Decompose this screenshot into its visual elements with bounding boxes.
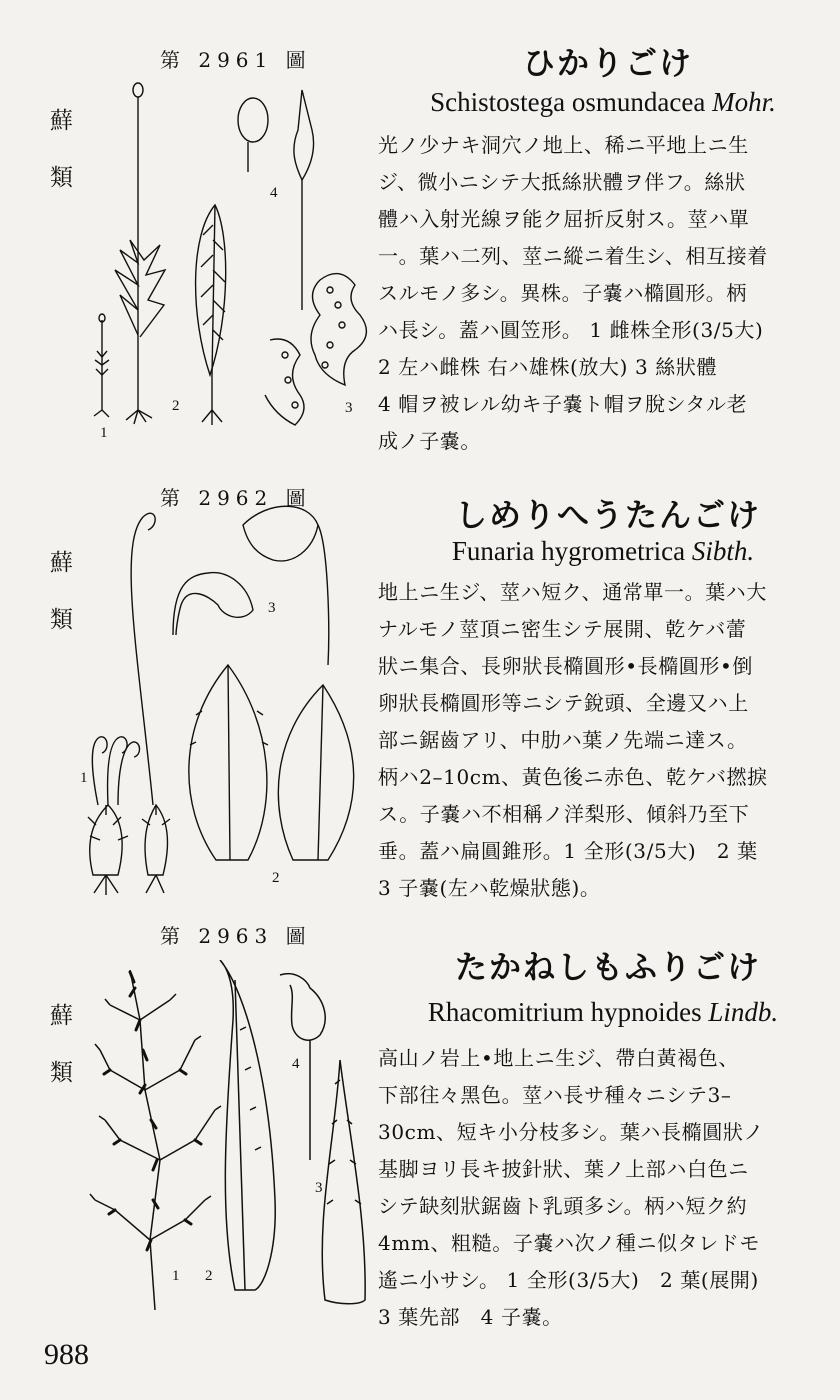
figure-label-3: 3 [345,400,353,416]
scientific-name: Rhacomitrium hypnoides Lindb. [427,997,779,1027]
entry-2963 [0,910,840,1350]
description-line: 卵狀長橢圓形等ニシテ銳頭、全邊又ハ上 [378,691,749,715]
description-line: 部ニ鋸齒アリ、中肋ハ葉ノ先端ニ達ス。 [378,728,748,752]
description-line: ハ長シ。蓋ハ圓笠形。 1 雌株全形(3/5大) [378,318,764,342]
description-line: スルモノ多シ。異株。子嚢ハ橢圓形。柄 [378,281,747,305]
author: Lindb. [708,997,779,1027]
description-line: 一。葉ハ二列、莖ニ縱ニ着生シ、相互接着 [378,244,768,268]
figure-number: 第 2962 圖 [160,486,312,510]
description-line: 2 左ハ雌株 右ハ雄株(放大) 3 絲狀體 [378,355,718,379]
figure-label-3: 3 [268,600,276,616]
japanese-name: たかねしもふりごけ [454,948,761,986]
description-line: シテ缺刻狀鋸齒ト乳頭多シ。柄ハ短ク約 [378,1194,748,1218]
japanese-name: しめりへうたんごけ [454,496,761,534]
author: Mohr. [712,87,776,117]
description-line: ナルモノ莖頂ニ密生シテ展開、乾ケバ蕾 [378,617,747,641]
description-line: 體ハ入射光線ヲ能ク屈折反射ス。莖ハ單 [378,207,750,231]
figure-number: 第 2961 圖 [160,48,312,72]
illustration-rhacomitrium [85,960,375,1315]
category-label: 蘚 類 [50,1003,73,1086]
figure-label-1: 1 [100,425,108,441]
author: Sibth. [691,536,755,566]
description-line: 下部往々黑色。莖ハ長サ種々ニシテ3– [378,1083,732,1107]
description-line: 4mm、粗糙。子嚢ハ次ノ種ニ似タレドモ [378,1231,761,1255]
description-line: 光ノ少ナキ洞穴ノ地上、稀ニ平地上ニ生 [378,133,749,157]
description-line: 地上ニ生ジ、莖ハ短ク、通常單一。葉ハ大 [378,580,767,604]
description-line: 狀ニ集合、長卵狀長橢圓形•長橢圓形•倒 [378,654,753,678]
figure-label-2: 2 [172,398,180,414]
figure-label-4: 4 [292,1056,300,1072]
description-line: 成ノ子嚢。 [378,429,481,453]
description [378,127,778,460]
figure-number: 第 2963 圖 [160,924,312,948]
scientific-name: Schistostega osmundacea Mohr. [430,87,776,117]
description-line: 柄ハ2–10cm、黃色後ニ赤色、乾ケバ撚捩 [378,765,768,789]
japanese-name: ひかりごけ [522,44,693,82]
illustration-schistostega [80,75,370,455]
description [378,574,778,907]
scientific-name: Funaria hygrometrica Sibth. [451,536,755,566]
figure-label-2: 2 [205,1268,213,1284]
figure-label-4: 4 [270,185,278,201]
description-line: 3 子嚢(左ハ乾燥狀態)。 [378,876,601,900]
figure-label-2: 2 [272,870,280,886]
entry-2962 [0,470,840,910]
description [378,1040,778,1336]
description-line: 垂。蓋ハ扁圓錐形。1 全形(3/5大) 2 葉 [378,839,758,863]
description-line: ジ、微小ニシテ大抵絲狀體ヲ伴フ。絲狀 [378,170,746,194]
description-line: ス。子嚢ハ不相稱ノ洋梨形、傾斜乃至下 [378,802,750,826]
description-line: 3 葉先部 4 子嚢。 [378,1305,563,1329]
description-line: 遙ニ小サシ。 1 全形(3/5大) 2 葉(展開) [378,1268,759,1292]
page-number: 988 [44,1338,89,1371]
figure-label-1: 1 [80,770,88,786]
description-line: 基脚ヨリ長キ披針狀、葉ノ上部ハ白色ニ [378,1157,749,1181]
description-line: 30cm、短キ小分枝多シ。葉ハ長橢圓狀ノ [378,1120,765,1144]
figure-label-3: 3 [315,1180,323,1196]
figure-label-1: 1 [172,1268,180,1284]
entry-2961 [0,0,840,470]
description-line: 高山ノ岩上•地上ニ生ジ、帶白黃褐色、 [378,1046,739,1070]
illustration-funaria [78,505,368,900]
category-label: 蘚 類 [50,550,73,633]
category-label: 蘚 類 [50,108,73,191]
description-line: 4 帽ヲ被レル幼キ子嚢ト帽ヲ脫シタル老 [378,392,748,416]
